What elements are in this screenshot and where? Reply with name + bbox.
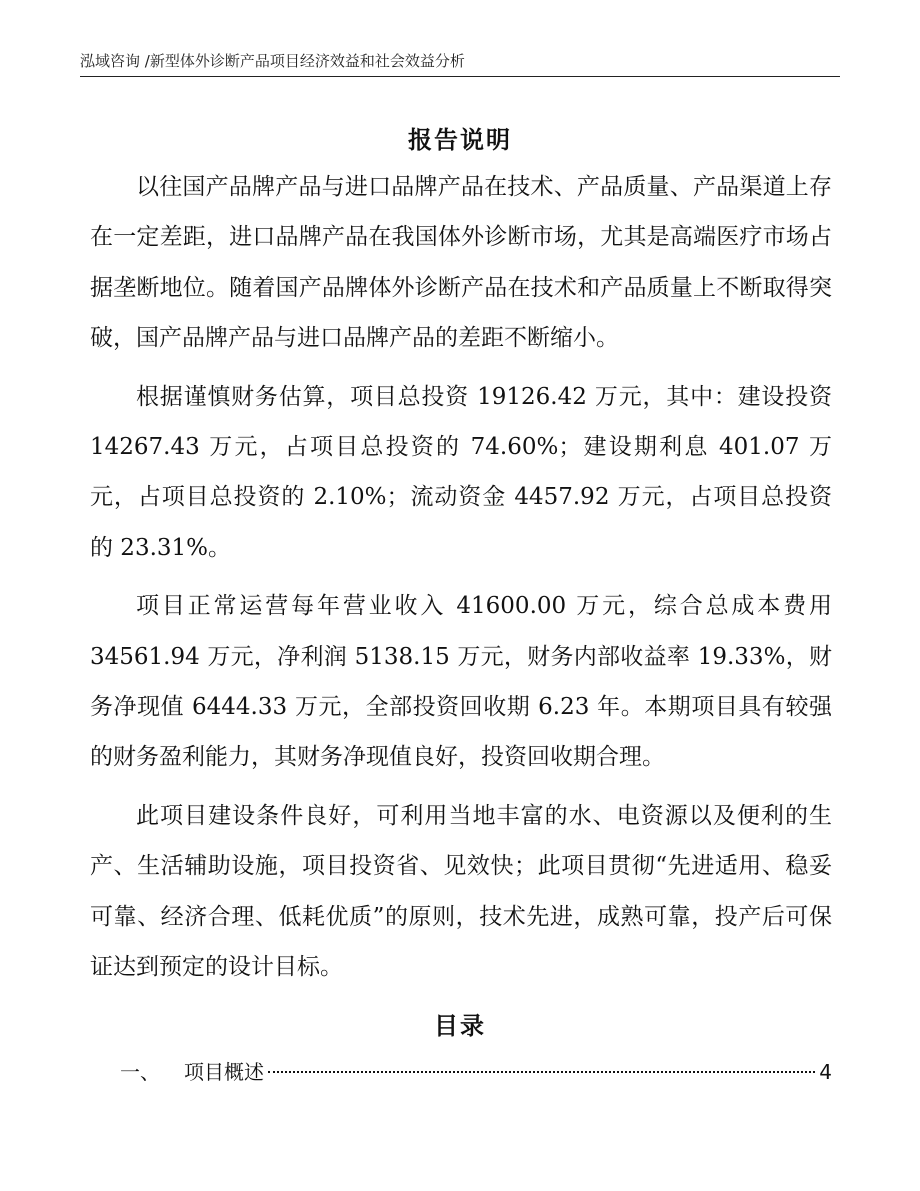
paragraph-conditions: 此项目建设条件良好，可利用当地丰富的水、电资源以及便利的生产、生活辅助设施，项目投资省、见效快；此项目贯彻“先进适用、稳妥可靠、经济合理、低耗优质”的原则，技术先进，成熟可靠，投产后可保证达到预定的设计目标。: [90, 802, 832, 981]
toc-entry-label: 项目概述: [184, 1060, 264, 1084]
paragraph-investment: 根据谨慎财务估算，项目总投资 19126.42 万元，其中：建设投资 14267.43 万元，占项目总投资的 74.60%；建设期利息 401.07 万元，占项目总投资的 2.10%；流动资金 4457.92 万元，占项目总投资的 23.31%。: [90, 383, 832, 561]
report-title: 报告说明: [408, 126, 512, 154]
running-header: 泓域咨询 /新型体外诊断产品项目经济效益和社会效益分析: [80, 50, 840, 77]
toc-entry-number: 一、: [120, 1060, 160, 1084]
toc-entry-page: 4: [819, 1060, 832, 1084]
paragraph-revenue: 项目正常运营每年营业收入 41600.00 万元，综合总成本费用 34561.94 万元，净利润 5138.15 万元，财务内部收益率 19.33%，财务净现值 6444.33 万元，全部投资回收期 6.23 年。本期项目具有较强的财务盈利能力，其财务净现值良好，投资回收期合理。: [90, 593, 832, 771]
report-body: [90, 162, 832, 1001]
toc-leader-dots: [268, 1071, 815, 1073]
paragraph-market: 以往国产品牌产品与进口品牌产品在技术、产品质量、产品渠道上存在一定差距，进口品牌产品在我国体外诊断市场，尤其是高端医疗市场占据垄断地位。随着国产品牌体外诊断产品在技术和产品质量上不断取得突破，国产品牌产品与进口品牌产品的差距不断缩小。: [90, 174, 832, 352]
toc-entry[interactable]: [120, 1052, 832, 1092]
toc-title: 目录: [434, 1012, 486, 1040]
